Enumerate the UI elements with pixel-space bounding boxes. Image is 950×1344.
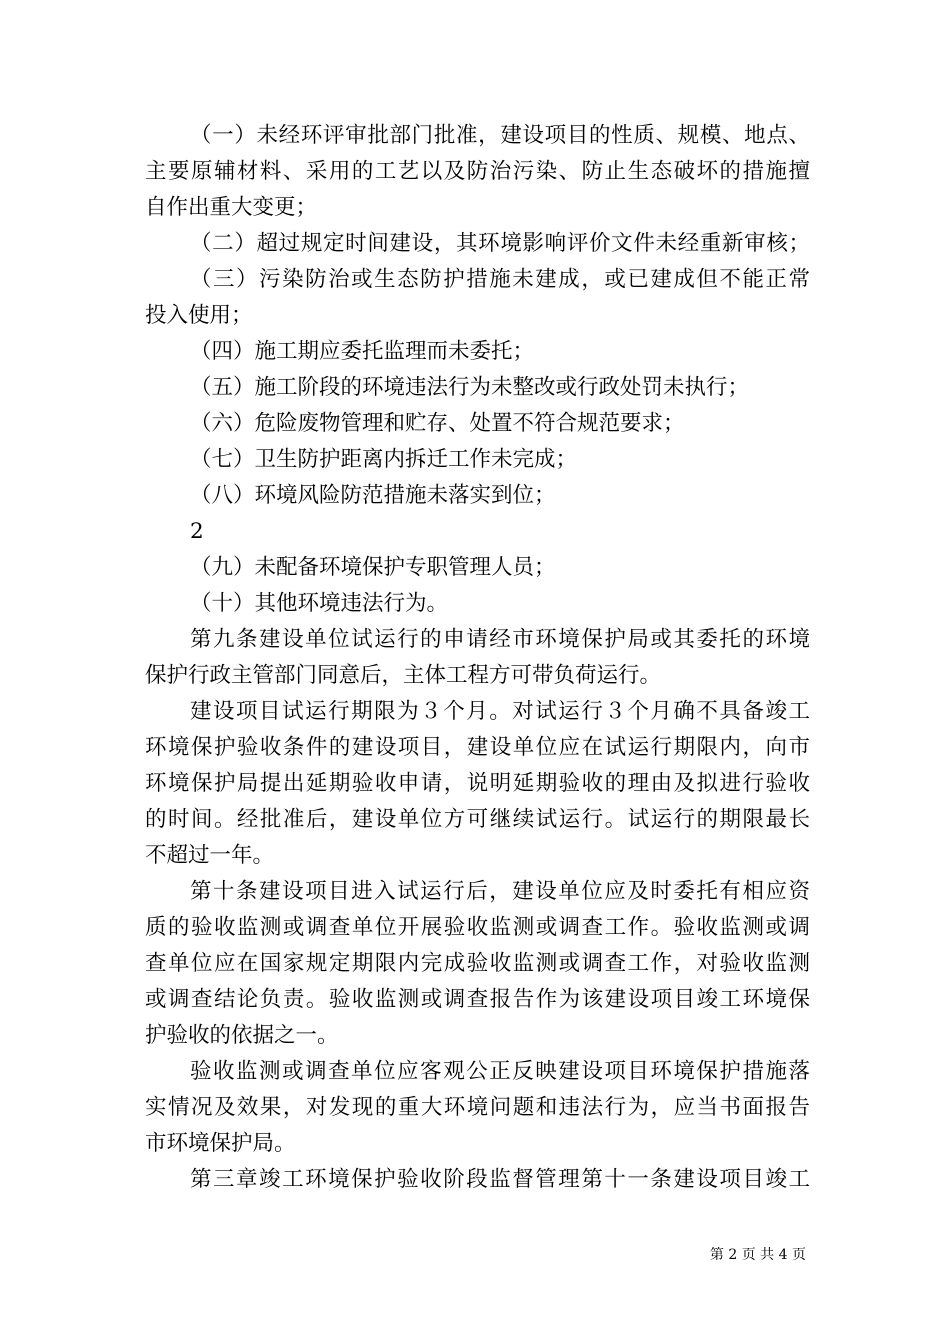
text-line: （五）施工阶段的环境违法行为未整改或行政处罚未执行； [190,375,750,400]
text-line: 不超过一年。 [145,843,275,868]
text-line: （十）其他环境违法行为。 [190,591,449,616]
text-line: 第三章竣工环境保护验收阶段监督管理第十一条建设项目竣工 [190,1167,810,1192]
text-line: 验收监测或调查单位应客观公正反映建设项目环境保护措施落 [190,1059,810,1084]
text-line: 护验收的依据之一。 [145,1023,339,1048]
page-footer [710,1246,806,1264]
text-line: 的时间。经批准后，建设单位方可继续试运行。试运行的期限最长 [145,807,810,832]
text-line: （八）环境风险防范措施未落实到位； [190,483,556,508]
text-line: 保护行政主管部门同意后，主体工程方可带负荷运行。 [145,663,662,688]
text-line: 市环境保护局。 [145,1131,296,1156]
inline-page-number: 2 [190,519,204,544]
text-line: 自作出重大变更； [145,195,318,220]
text-line: （九）未配备环境保护专职管理人员； [190,555,556,580]
text-line: 投入使用； [145,303,253,328]
text-line: 查单位应在国家规定期限内完成验收监测或调查工作，对验收监测 [145,951,810,976]
text-line: （二）超过规定时间建设，其环境影响评价文件未经重新审核； [190,231,810,256]
page-indicator: 第 2 页 共 4 页 [709,1247,806,1263]
text-line: （三）污染防治或生态防护措施未建成，或已建成但不能正常 [190,267,810,292]
text-line: 第九条建设单位试运行的申请经市环境保护局或其委托的环境 [190,627,810,652]
text-line: 或调查结论负责。验收监测或调查报告作为该建设项目竣工环境保 [145,987,810,1012]
document-body [145,118,810,1198]
text-line: （七）卫生防护距离内拆迁工作未完成； [190,447,578,472]
text-line: 建设项目试运行期限为３个月。对试运行３个月确不具备竣工 [190,699,810,724]
text-line: 第十条建设项目进入试运行后，建设单位应及时委托有相应资 [190,879,810,904]
text-line: 环境保护局提出延期验收申请，说明延期验收的理由及拟进行验收 [145,771,810,796]
text-line: （六）危险废物管理和贮存、处置不符合规范要求； [190,411,685,436]
text-line: （四）施工期应委托监理而未委托； [190,339,535,364]
text-line: 质的验收监测或调查单位开展验收监测或调查工作。验收监测或调 [145,915,810,940]
text-line: 主要原辅材料、采用的工艺以及防治污染、防止生态破坏的措施擅 [145,159,810,184]
text-line: 实情况及效果，对发现的重大环境问题和违法行为，应当书面报告 [145,1095,810,1120]
text-line: （一）未经环评审批部门批准，建设项目的性质、规模、地点、 [190,123,810,148]
text-line: 环境保护验收条件的建设项目，建设单位应在试运行期限内，向市 [145,735,810,760]
